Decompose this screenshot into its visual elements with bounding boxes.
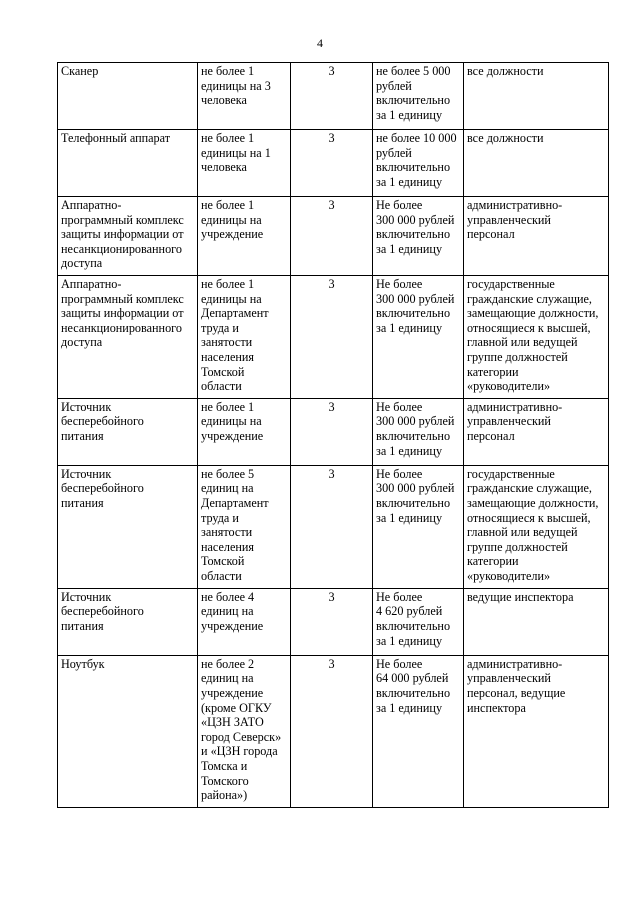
positions-cell: административно- управленческий персонал <box>464 398 609 465</box>
positions-cell: государственные гражданские служащие, замещающие должности, относящиеся к высшей, главной или ведущей группе должностей категории «руководители» <box>464 276 609 399</box>
quantity-norm-cell: не более 1 единицы на учреждение <box>198 398 291 465</box>
service-life-cell: 3 <box>291 465 373 588</box>
positions-cell: административно- управленческий персонал <box>464 197 609 276</box>
price-limit-cell: не более 10 000 рублей включительно за 1 единицу <box>373 130 464 197</box>
item-name-cell: Источник бесперебойного питания <box>58 588 198 655</box>
equipment-norms-table <box>57 62 609 808</box>
positions-cell: все должности <box>464 130 609 197</box>
quantity-norm-cell: не более 1 единицы на учреждение <box>198 197 291 276</box>
service-life-cell: 3 <box>291 63 373 130</box>
table-row <box>58 197 609 276</box>
item-name-cell: Телефонный аппарат <box>58 130 198 197</box>
price-limit-cell: не более 5 000 рублей включительно за 1 единицу <box>373 63 464 130</box>
price-limit-cell: Не более 300 000 рублей включительно за 1 единицу <box>373 398 464 465</box>
price-limit-cell: Не более 300 000 рублей включительно за 1 единицу <box>373 276 464 399</box>
service-life-cell: 3 <box>291 588 373 655</box>
price-limit-cell: Не более 64 000 рублей включительно за 1 единицу <box>373 655 464 807</box>
quantity-norm-cell: не более 1 единицы на 1 человека <box>198 130 291 197</box>
price-limit-cell: Не более 300 000 рублей включительно за 1 единицу <box>373 197 464 276</box>
quantity-norm-cell: не более 1 единицы на 3 человека <box>198 63 291 130</box>
quantity-norm-cell: не более 4 единиц на учреждение <box>198 588 291 655</box>
item-name-cell: Сканер <box>58 63 198 130</box>
table-row <box>58 655 609 807</box>
table-row <box>58 276 609 399</box>
table-row <box>58 130 609 197</box>
service-life-cell: 3 <box>291 276 373 399</box>
table-row <box>58 588 609 655</box>
item-name-cell: Ноутбук <box>58 655 198 807</box>
table-row <box>58 398 609 465</box>
positions-cell: административно- управленческий персонал, ведущие инспектора <box>464 655 609 807</box>
service-life-cell: 3 <box>291 197 373 276</box>
page-number: 4 <box>317 36 323 50</box>
quantity-norm-cell: не более 1 единицы на Департамент труда и занятости населения Томской области <box>198 276 291 399</box>
service-life-cell: 3 <box>291 130 373 197</box>
price-limit-cell: Не более 300 000 рублей включительно за 1 единицу <box>373 465 464 588</box>
item-name-cell: Источник бесперебойного питания <box>58 398 198 465</box>
item-name-cell: Аппаратно- программный комплекс защиты информации от несанкционированного доступа <box>58 197 198 276</box>
price-limit-cell: Не более 4 620 рублей включительно за 1 единицу <box>373 588 464 655</box>
table-row <box>58 63 609 130</box>
item-name-cell: Источник бесперебойного питания <box>58 465 198 588</box>
positions-cell: все должности <box>464 63 609 130</box>
positions-cell: ведущие инспектора <box>464 588 609 655</box>
positions-cell: государственные гражданские служащие, замещающие должности, относящиеся к высшей, главной или ведущей группе должностей категории «руководители» <box>464 465 609 588</box>
quantity-norm-cell: не более 2 единиц на учреждение (кроме ОГКУ «ЦЗН ЗАТО город Северск» и «ЦЗН города Томска и Томского района») <box>198 655 291 807</box>
quantity-norm-cell: не более 5 единиц на Департамент труда и занятости населения Томской области <box>198 465 291 588</box>
table-row <box>58 465 609 588</box>
service-life-cell: 3 <box>291 398 373 465</box>
item-name-cell: Аппаратно- программный комплекс защиты информации от несанкционированного доступа <box>58 276 198 399</box>
service-life-cell: 3 <box>291 655 373 807</box>
